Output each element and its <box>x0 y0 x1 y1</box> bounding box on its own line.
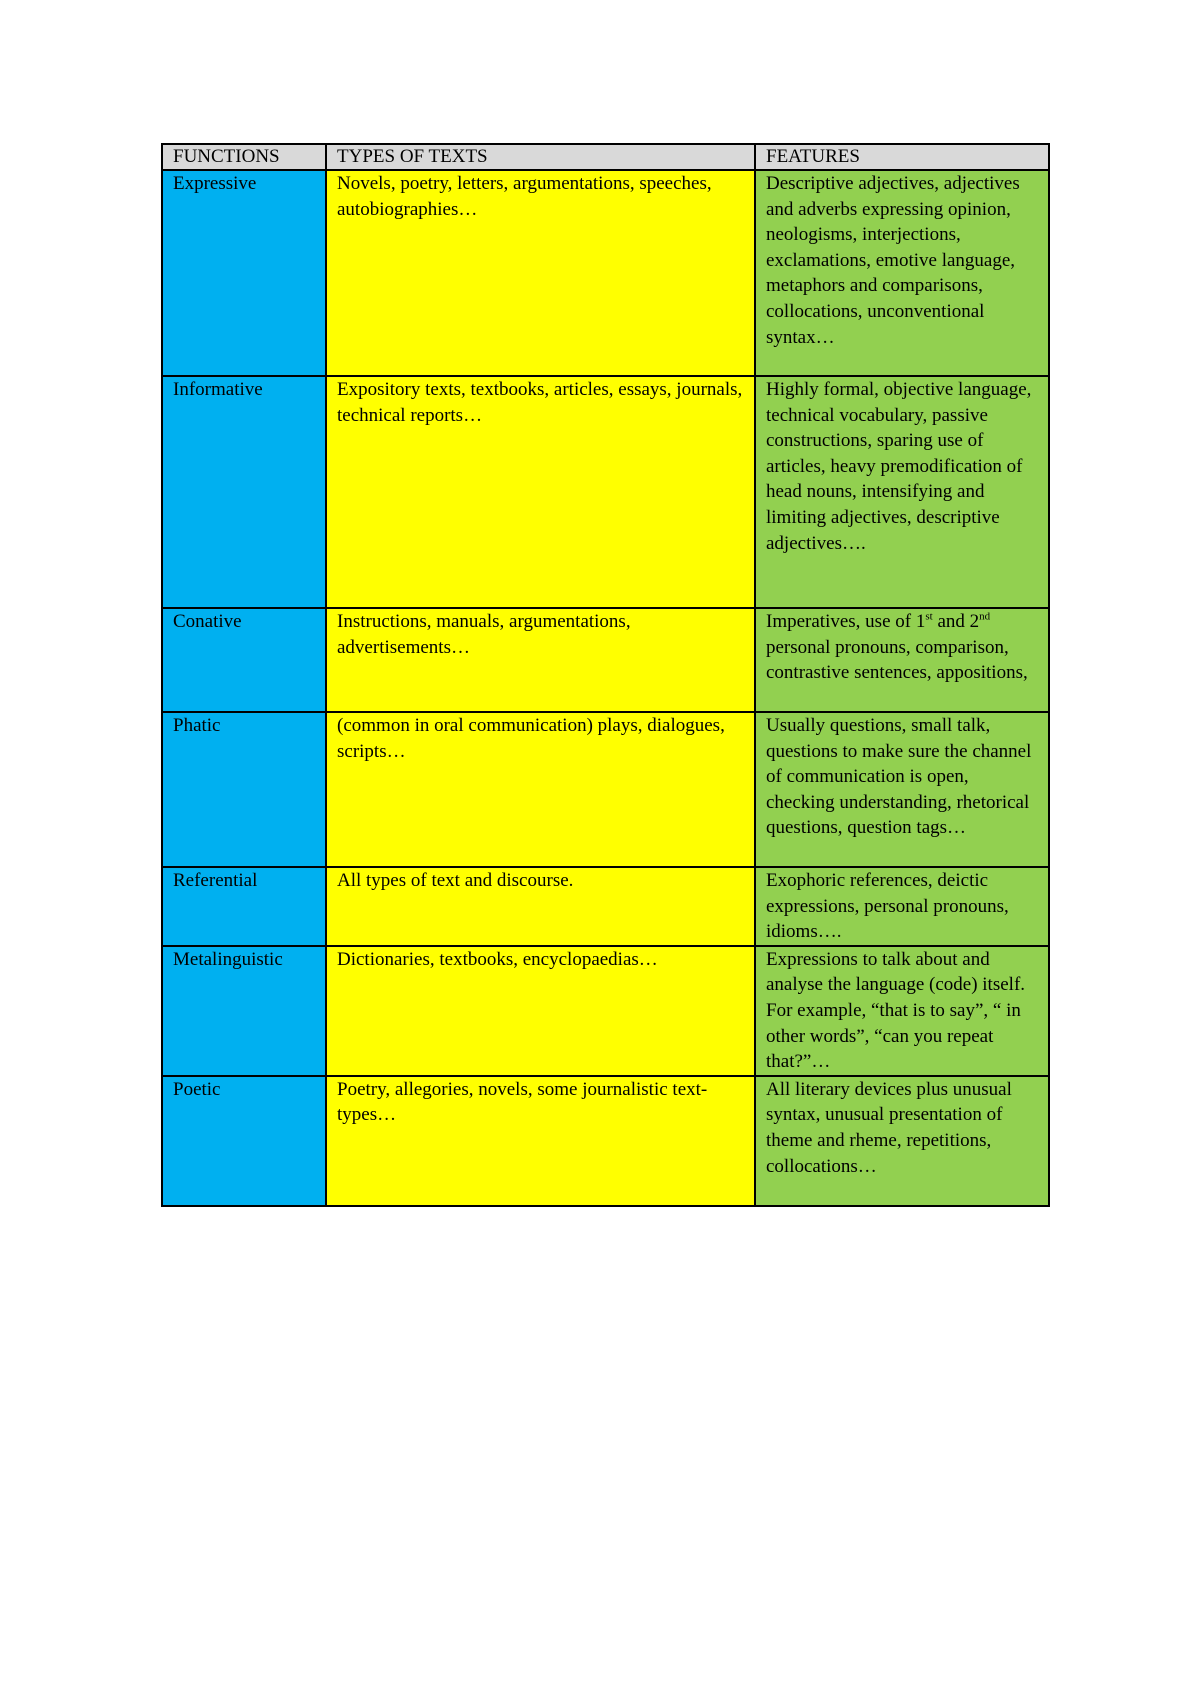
function-cell: Expressive <box>162 170 326 376</box>
table-row <box>162 608 1049 712</box>
superscript-nd: nd <box>979 610 991 623</box>
function-cell: Phatic <box>162 712 326 867</box>
features-text-part: Imperatives, use of 1 <box>766 611 926 632</box>
types-cell: Instructions, manuals, argumentations, advertisements… <box>326 608 755 712</box>
function-cell: Referential <box>162 867 326 946</box>
function-cell: Poetic <box>162 1076 326 1206</box>
table-header-row <box>162 144 1049 170</box>
table-row <box>162 867 1049 946</box>
features-cell: All literary devices plus unusual syntax, unusual presentation of theme and rheme, repetitions, collocations… <box>755 1076 1049 1206</box>
types-cell: Dictionaries, textbooks, encyclopaedias… <box>326 946 755 1076</box>
types-cell: (common in oral communication) plays, dialogues, scripts… <box>326 712 755 867</box>
types-cell: Expository texts, textbooks, articles, essays, journals, technical reports… <box>326 376 755 608</box>
table-row <box>162 712 1049 867</box>
types-cell: Poetry, allegories, novels, some journalistic text-types… <box>326 1076 755 1206</box>
features-cell: Descriptive adjectives, adjectives and adverbs expressing opinion, neologisms, interjections, exclamations, emotive language, metaphors and comparisons, collocations, unconventional syntax… <box>755 170 1049 376</box>
functions-table <box>161 143 1050 1207</box>
features-cell: Exophoric references, deictic expressions, personal pronouns, idioms…. <box>755 867 1049 946</box>
superscript-st: st <box>925 610 933 623</box>
features-cell: Usually questions, small talk, questions to make sure the channel of communication is open, checking understanding, rhetorical questions, question tags… <box>755 712 1049 867</box>
function-cell: Metalinguistic <box>162 946 326 1076</box>
types-cell: Novels, poetry, letters, argumentations, speeches, autobiographies… <box>326 170 755 376</box>
header-features: FEATURES <box>755 144 1049 170</box>
features-text-part: personal pronouns, comparison, contrastive sentences, appositions, <box>766 636 1028 684</box>
function-cell: Conative <box>162 608 326 712</box>
types-cell: All types of text and discourse. <box>326 867 755 946</box>
function-cell: Informative <box>162 376 326 608</box>
features-text-part: and 2 <box>932 611 980 632</box>
header-types-of-texts: TYPES OF TEXTS <box>326 144 755 170</box>
table-row <box>162 170 1049 376</box>
features-cell: Highly formal, objective language, technical vocabulary, passive constructions, sparing use of articles, heavy premodification of head nouns, intensifying and limiting adjectives, descriptive adjectives…. <box>755 376 1049 608</box>
features-cell <box>755 608 1049 712</box>
header-functions: FUNCTIONS <box>162 144 326 170</box>
table-row <box>162 376 1049 608</box>
features-cell: Expressions to talk about and analyse the language (code) itself. For example, “that is to say”, “ in other words”, “can you repeat that?”… <box>755 946 1049 1076</box>
table-row <box>162 946 1049 1076</box>
table-row <box>162 1076 1049 1206</box>
